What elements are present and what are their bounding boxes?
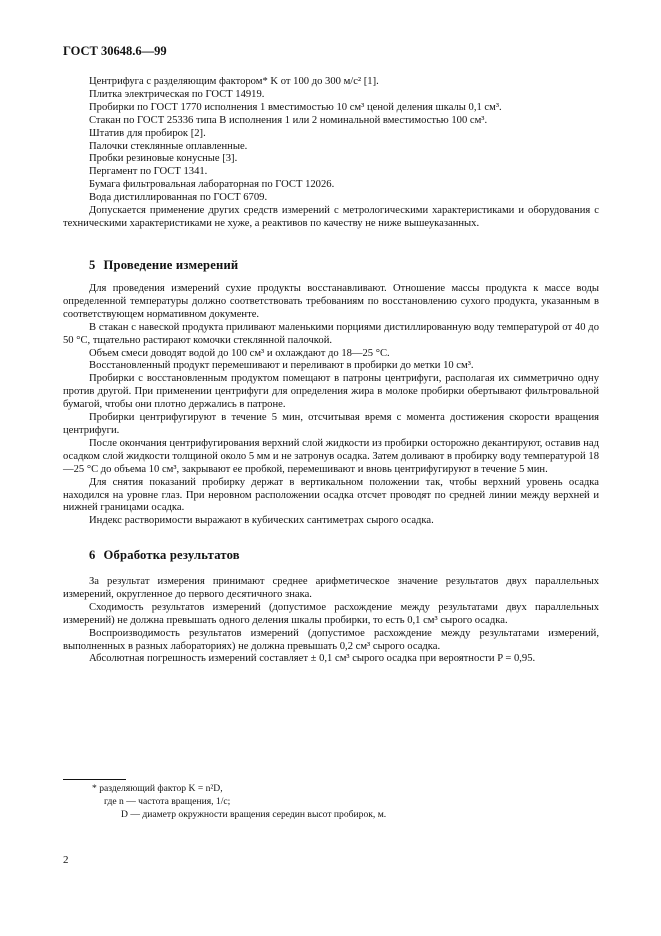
footnote-where-d: D — диаметр окружности вращения середин высот пробирок, м.: [121, 809, 387, 820]
paragraph: В стакан с навеской продукта приливают маленькими порциями дистиллированную воду температурой от 40 до 50 °С, тщательно растирают комочки стеклянной палочкой.: [63, 321, 599, 346]
paragraph: Сходимость результатов измерений (допустимое расхождение между результатами двух параллельных измерений) не должна превышать одного деления шкалы пробирки, то есть 0,1 см³ сырого осадка.: [63, 601, 599, 626]
section-5-heading: [89, 258, 246, 273]
section-title: Проведение измерений: [103, 258, 239, 272]
paragraph: Абсолютная погрешность измерений составляет ± 0,1 см³ сырого осадка при вероятности P = 0,95.: [89, 653, 536, 665]
page-number: 2: [63, 854, 69, 866]
equipment-item: Штатив для пробирок [2].: [89, 127, 206, 139]
document-number: ГОСТ 30648.6—99: [63, 44, 167, 58]
equipment-item: Центрифуга с разделяющим фактором* K от 100 до 300 м/с² [1].: [89, 76, 379, 87]
section-6-heading: [89, 548, 248, 563]
equipment-item: Бумага фильтровальная лабораторная по ГОСТ 12026.: [89, 179, 335, 191]
paragraph: Пробирки центрифугируют в течение 5 мин, отсчитывая время с момента достижения скорости вращения центрифуги.: [63, 412, 599, 436]
paragraph: После окончания центрифугирования верхний слой жидкости из пробирки осторожно декантируют, оставив над осадком слой жидкости толщиной около 5 мм и не затронув осадка. Затем доливают в пробирку воду температурой 18—25 °С до объема 10 см³, закрывают ее пробкой, перемешивают и вновь центрифугируют в течение 5 мин.: [63, 437, 599, 475]
footnote-formula: * разделяющий фактор K = n²D,: [92, 783, 223, 794]
paragraph: Для снятия показаний пробирку держат в вертикальном положении так, чтобы верхний уровень осадка находился на уровне глаз. При неровном расположении осадка отсчет проводят по средней линии между верхней и нижней границами осадка.: [63, 476, 599, 514]
paragraph: Пробирки с восстановленным продуктом помещают в патроны центрифуги, располагая их симметрично одну против другой. При применении центрифуги для определения жира в молоке пробирки обертывают фильтровальной бумагой, чтобы они плотно держались в патроне.: [63, 373, 599, 411]
paragraph: Восстановленный продукт перемешивают и переливают в пробирки до метки 10 см³.: [89, 360, 474, 372]
paragraph: Воспроизводимость результатов измерений (допустимое расхождение между результатами измерений, выполненных в разных лабораториях) не должна превышать 0,2 см³ сырого осадка.: [63, 627, 599, 652]
equipment-item: Пробирки по ГОСТ 1770 исполнения 1 вместимостью 10 см³ ценой деления шкалы 0,1 см³.: [89, 101, 502, 113]
equipment-item: Пергамент по ГОСТ 1341.: [89, 166, 208, 178]
equipment-item: Стакан по ГОСТ 25336 типа В исполнения 1 или 2 номинальной вместимостью 100 см³.: [89, 114, 488, 126]
paragraph: За результат измерения принимают среднее арифметическое значение результатов двух параллельных измерений, округленное до первого десятичного знака.: [63, 576, 599, 600]
equipment-item: Вода дистиллированная по ГОСТ 6709.: [89, 192, 268, 204]
equipment-list: [63, 76, 599, 231]
section-title: Обработка результатов: [103, 548, 240, 562]
equipment-note: Допускается применение других средств измерений с метрологическими характеристиками и оборудования с техническими характеристиками не хуже, а реактивов по качеству не ниже вышеуказанных.: [63, 205, 599, 229]
section-number: 5: [89, 258, 96, 272]
equipment-item: Пробки резиновые конусные [3].: [89, 153, 238, 165]
equipment-item: Плитка электрическая по ГОСТ 14919.: [89, 88, 265, 100]
footnote-separator: [63, 779, 126, 780]
paragraph: Индекс растворимости выражают в кубических сантиметрах сырого осадка.: [89, 515, 434, 527]
section-5-body: [63, 283, 599, 528]
footnote-where-n: где n — частота вращения, 1/с;: [104, 796, 231, 807]
equipment-item: Палочки стеклянные оплавленные.: [89, 140, 248, 152]
paragraph: Объем смеси доводят водой до 100 см³ и охлаждают до 18—25 °С.: [89, 347, 390, 359]
paragraph: Для проведения измерений сухие продукты восстанавливают. Отношение массы продукта к массе воды определенной температуры должно соответствовать требованиям по восстановлению сухого продукта, указанным в соответствующем нормативном документе.: [63, 283, 599, 320]
section-number: 6: [89, 548, 96, 562]
section-6-body: [63, 576, 599, 666]
